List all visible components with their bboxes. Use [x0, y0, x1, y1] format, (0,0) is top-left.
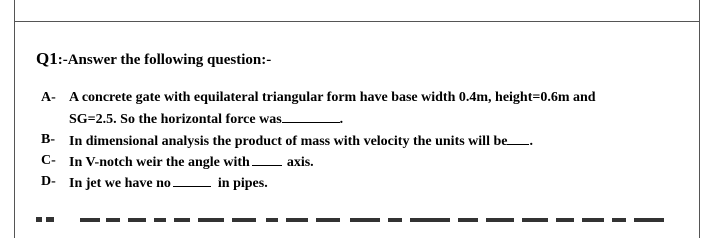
item-a-line2-end: .	[339, 112, 344, 127]
item-c-blank	[252, 153, 282, 166]
item-c-text-before: In V-notch weir the angle with	[69, 155, 250, 170]
cutoff-next-question	[36, 210, 676, 222]
item-c-letter: C-	[41, 153, 56, 168]
item-b-text	[69, 132, 533, 150]
item-d-letter: D-	[41, 174, 56, 189]
item-a-line1: A concrete gate with equilateral triangular form have base width 0.4m, height=0.6m and	[69, 90, 596, 105]
item-b-text-before: In dimensional analysis the product of mass with velocity the units will be	[69, 134, 508, 149]
item-b-letter: B-	[41, 132, 55, 147]
item-a-blank	[282, 110, 340, 123]
item-d-text-after: in pipes.	[217, 176, 268, 191]
item-b-text-after: .	[529, 134, 533, 149]
item-d-text	[69, 174, 268, 192]
item-c-text-after: axis.	[286, 155, 314, 170]
item-d-blank	[173, 174, 211, 187]
question-prompt: :-Answer the following question:-	[57, 52, 272, 68]
item-a-letter: A-	[41, 90, 56, 105]
top-rule	[14, 21, 700, 22]
item-a-line2-text: SG=2.5. So the horizontal force was	[69, 112, 282, 127]
question-number: Q1	[36, 49, 58, 68]
item-d-text-before: In jet we have no	[69, 176, 171, 191]
item-b-blank	[507, 132, 529, 145]
item-a-line2	[69, 110, 343, 128]
question-heading	[36, 50, 271, 69]
cutoff-text-fragments	[36, 211, 676, 222]
item-c-text	[69, 153, 314, 171]
